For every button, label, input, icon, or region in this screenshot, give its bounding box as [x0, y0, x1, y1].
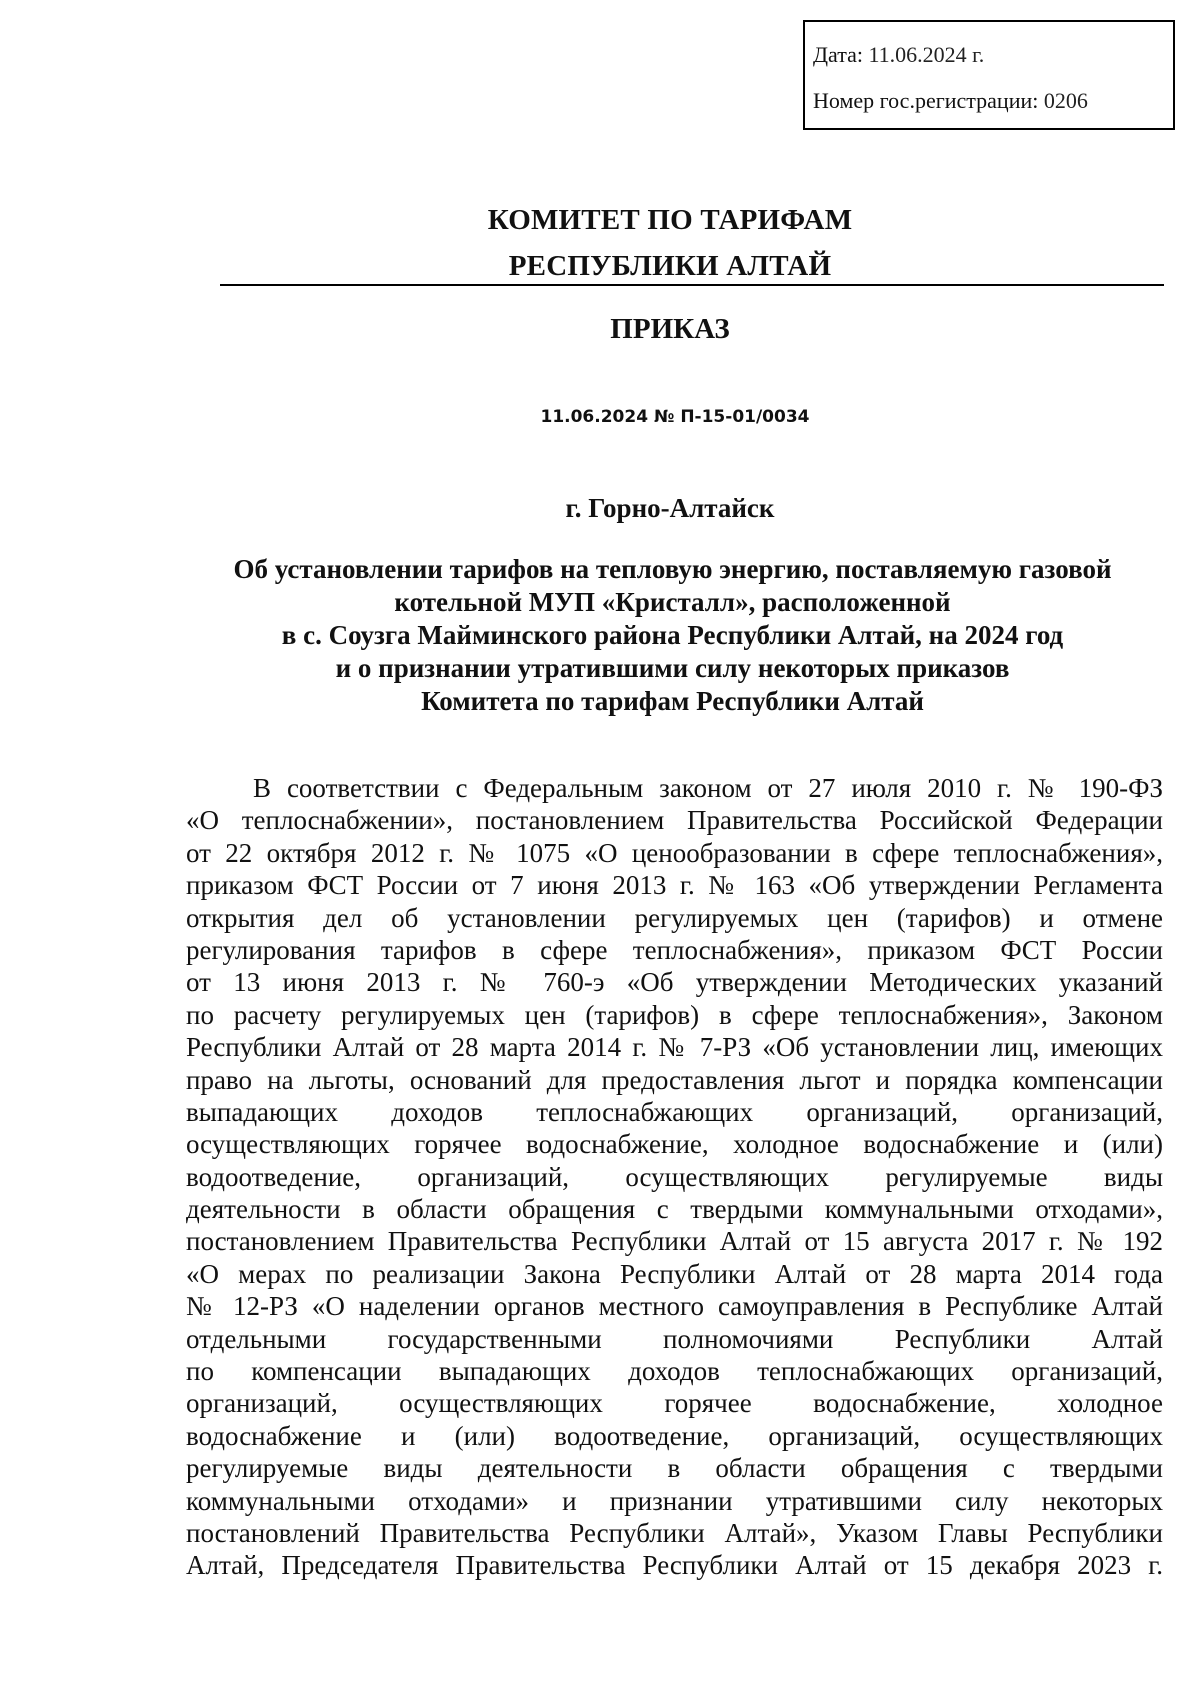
body-line: Алтай, Председателя Правительства Республики Алтай от 15 декабря 2023 г.: [186, 1550, 1163, 1581]
body-line: «О теплоснабжении», постановлением Правительства Российской Федерации: [186, 805, 1163, 836]
body-line: В соответствии с Федеральным законом от 27 июля 2010 г. № 190-ФЗ: [253, 773, 1163, 803]
registration-number-label: Номер гос.регистрации:: [813, 88, 1039, 113]
body-line: от 22 октября 2012 г. № 1075 «О ценообразовании в сфере теплоснабжения»,: [186, 837, 1163, 868]
body-line: по компенсации выпадающих доходов теплоснабжающих организаций,: [186, 1356, 1163, 1387]
body-line: Республики Алтай от 28 марта 2014 г. № 7-РЗ «Об установлении лиц, имеющих: [186, 1032, 1163, 1063]
subject-line: Об установлении тарифов на тепловую энергию, поставляемую газовой: [233, 554, 1112, 584]
organization-name-line-2: РЕСПУБЛИКИ АЛТАЙ: [508, 250, 832, 282]
body-line: постановлением Правительства Республики Алтай от 15 августа 2017 г. № 192: [186, 1226, 1163, 1257]
registration-number-value: 0206: [1043, 88, 1088, 113]
body-line: по расчету регулируемых цен (тарифов) в сфере теплоснабжения», Законом: [186, 999, 1163, 1030]
document-type: ПРИКАЗ: [610, 313, 730, 345]
subject-line: и о признании утратившими силу некоторых приказов: [335, 653, 1010, 683]
subject-line: в с. Соузга Майминского района Республики Алтай, на 2024 год: [281, 620, 1064, 650]
body-line: водоснабжение и (или) водоотведение, организаций, осуществляющих: [186, 1420, 1163, 1451]
registration-stamp-box: [803, 20, 1175, 130]
body-line: отдельными государственными полномочиями Республики Алтай: [186, 1323, 1163, 1354]
header-divider: [220, 284, 1164, 286]
body-line: выпадающих доходов теплоснабжающих организаций, организаций,: [186, 1096, 1163, 1127]
document-city: г. Горно-Алтайск: [565, 493, 775, 523]
body-line: осуществляющих горячее водоснабжение, холодное водоснабжение и (или): [186, 1129, 1163, 1160]
body-line: коммунальными отходами» и признании утратившими силу некоторых: [186, 1485, 1163, 1516]
body-line: «О мерах по реализации Закона Республики Алтай от 28 марта 2014 года: [186, 1258, 1163, 1289]
body-line: водоотведение, организаций, осуществляющих регулируемые виды: [186, 1161, 1163, 1192]
body-line: постановлений Правительства Республики Алтай», Указом Главы Республики: [186, 1517, 1163, 1548]
body-line: право на льготы, оснований для предоставления льгот и порядка компенсации: [186, 1064, 1163, 1095]
body-line: № 12-РЗ «О наделении органов местного самоуправления в Республике Алтай: [186, 1291, 1163, 1322]
subject-line: Комитета по тарифам Республики Алтай: [421, 686, 924, 716]
body-line: от 13 июня 2013 г. № 760-э «Об утверждении Методических указаний: [186, 967, 1163, 998]
document-body: [186, 772, 1163, 1582]
body-line: деятельности в области обращения с твердыми коммунальными отходами»,: [186, 1194, 1163, 1225]
body-line: открытия дел об установлении регулируемых цен (тарифов) и отмене: [186, 902, 1163, 933]
registration-date-label: Дата:: [813, 42, 863, 67]
registration-date-line: [813, 42, 984, 68]
registration-date-value: 11.06.2024 г.: [868, 42, 985, 67]
registration-number-line: [813, 88, 1088, 114]
document-subject: [190, 553, 1155, 718]
body-line: приказом ФСТ России от 7 июня 2013 г. № 163 «Об утверждении Регламента: [186, 870, 1163, 901]
subject-line: котельной МУП «Кристалл», расположенной: [394, 587, 951, 617]
organization-name-line-1: КОМИТЕТ ПО ТАРИФАМ: [487, 204, 853, 236]
body-line: регулирования тарифов в сфере теплоснабжения», приказом ФСТ России: [186, 934, 1163, 965]
document-number: 11.06.2024 № П-15-01/0034: [540, 407, 810, 427]
body-line: организаций, осуществляющих горячее водоснабжение, холодное: [186, 1388, 1163, 1419]
body-line: регулируемые виды деятельности в области обращения с твердыми: [186, 1453, 1163, 1484]
